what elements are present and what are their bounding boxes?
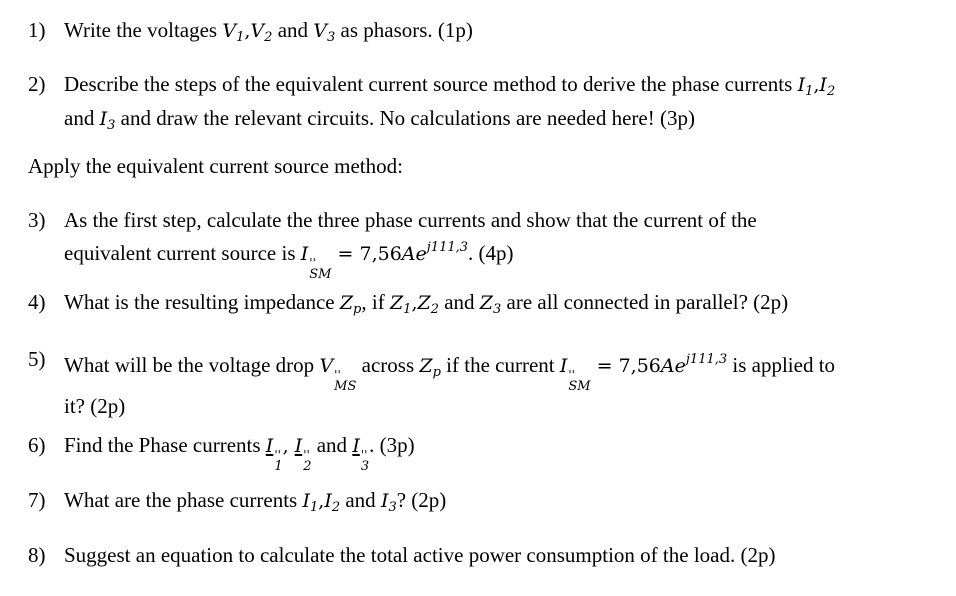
math-symbol: I [819,74,827,96]
question-text: . (4p) [468,241,514,265]
math-subscript: 2 [303,459,312,474]
math-symbol: V [250,20,265,42]
question-1 [28,17,938,51]
question-text: and [64,106,100,130]
math-prime: '' [360,448,368,462]
question-5 [28,346,938,420]
question-text: Write the voltages [64,18,223,42]
math-exponent: j111,3 [426,240,469,255]
math-symbol: V [313,20,327,42]
question-number: 8) [28,543,46,567]
question-text: As the first step, calculate the three phase currents and show that the current of the [64,208,757,232]
question-text: across [356,353,420,377]
math-symbol: V [222,20,237,42]
math-subscript: SM [309,267,332,282]
question-text: What will be the voltage drop [64,353,320,377]
phase-current-3 [352,433,370,474]
question-text: and draw the relevant circuits. No calculations are needed here! (3p) [115,106,695,130]
question-3 [28,207,938,281]
math-script [274,449,282,473]
question-text: and [311,433,353,457]
math-value: = 7,56 [331,243,402,265]
question-number: 1) [28,18,46,42]
math-symbol: V [319,355,334,377]
math-subscript: p [432,365,441,380]
math-symbol: I [324,490,332,512]
section-intro: Apply the equivalent current source method: [28,154,403,178]
question-text: Find the Phase currents [64,433,266,457]
question-text: What are the phase currents [64,488,303,512]
math-prime: '' [303,448,310,462]
math-script [361,449,369,473]
question-text: it? (2p) [64,394,126,418]
math-symbol: A [401,243,416,265]
math-symbol: Z [389,292,404,314]
question-text: ? (2p) [396,488,447,512]
phase-current-2 [294,433,312,474]
question-text: are all connected in parallel? (2p) [501,290,789,314]
math-prime: '' [274,448,281,462]
question-number: 3) [28,208,46,232]
math-comma: , [282,435,295,457]
math-prime: '' [309,256,316,270]
math-comma: , [411,292,418,314]
math-subscript: 2 [430,302,439,317]
math-subscript: SM [568,379,591,394]
question-6 [28,432,938,473]
question-text: What is the resulting impedance [64,290,340,314]
math-symbol: I [380,490,389,512]
math-script [334,369,356,393]
math-comma: , [318,490,325,512]
question-text: if the current [440,353,560,377]
question-8 [28,542,938,569]
math-subscript: 2 [331,500,341,515]
math-subscript: p [353,302,362,317]
math-subscript: 1 [805,84,814,99]
question-2 [28,71,938,139]
math-comma: , [244,20,251,42]
math-symbol: Z [419,355,433,377]
question-number: 2) [28,72,46,96]
math-script [309,257,331,281]
math-prime: '' [568,368,575,382]
question-text: equivalent current source is [64,241,301,265]
math-symbol: I [300,243,309,265]
math-subscript: MS [334,379,357,394]
question-text: Describe the steps of the equivalent current source method to derive the phase currents [64,72,798,96]
math-symbol: e [674,355,686,377]
question-number: 6) [28,433,46,457]
math-symbol: I [559,355,568,377]
math-exponent: j111,3 [685,352,728,367]
math-subscript: 3 [388,500,397,515]
math-symbol: I [352,435,360,457]
math-symbol: I [99,108,108,130]
phase-current-1 [265,433,283,474]
question-4 [28,289,938,323]
math-subscript: 3 [360,459,370,474]
math-symbol: Z [479,292,493,314]
math-subscript: 2 [264,30,273,45]
question-text: is applied to [727,353,836,377]
question-text: and [438,290,480,314]
question-text: Suggest an equation to calculate the total active power consumption of the load. (2p) [64,543,776,567]
math-subscript: 3 [327,30,336,45]
math-subscript: 1 [236,30,245,45]
question-number: 5) [28,347,46,371]
question-text: and [340,488,381,512]
math-symbol: A [660,355,675,377]
math-symbol: I [302,490,310,512]
math-subscript: 1 [403,302,412,317]
math-script [568,369,590,393]
math-subscript: 3 [493,302,502,317]
math-symbol: e [415,243,427,265]
math-symbol: Z [417,292,431,314]
math-prime: '' [334,368,341,382]
math-value: = 7,56 [590,355,661,377]
question-text: . (3p) [369,433,415,457]
question-text: and [272,18,314,42]
question-7 [28,487,938,521]
math-subscript: 1 [274,459,283,474]
math-symbol: I [294,435,303,457]
question-number: 4) [28,290,46,314]
math-symbol: I [797,74,806,96]
math-subscript: 3 [107,118,116,133]
math-comma: , [813,74,820,96]
question-text: , if [361,290,390,314]
math-subscript: 1 [309,500,319,515]
math-symbol: I [265,435,274,457]
math-subscript: 2 [826,84,836,99]
question-number: 7) [28,488,46,512]
question-text: as phasors. (1p) [335,18,473,42]
math-symbol: Z [339,292,354,314]
